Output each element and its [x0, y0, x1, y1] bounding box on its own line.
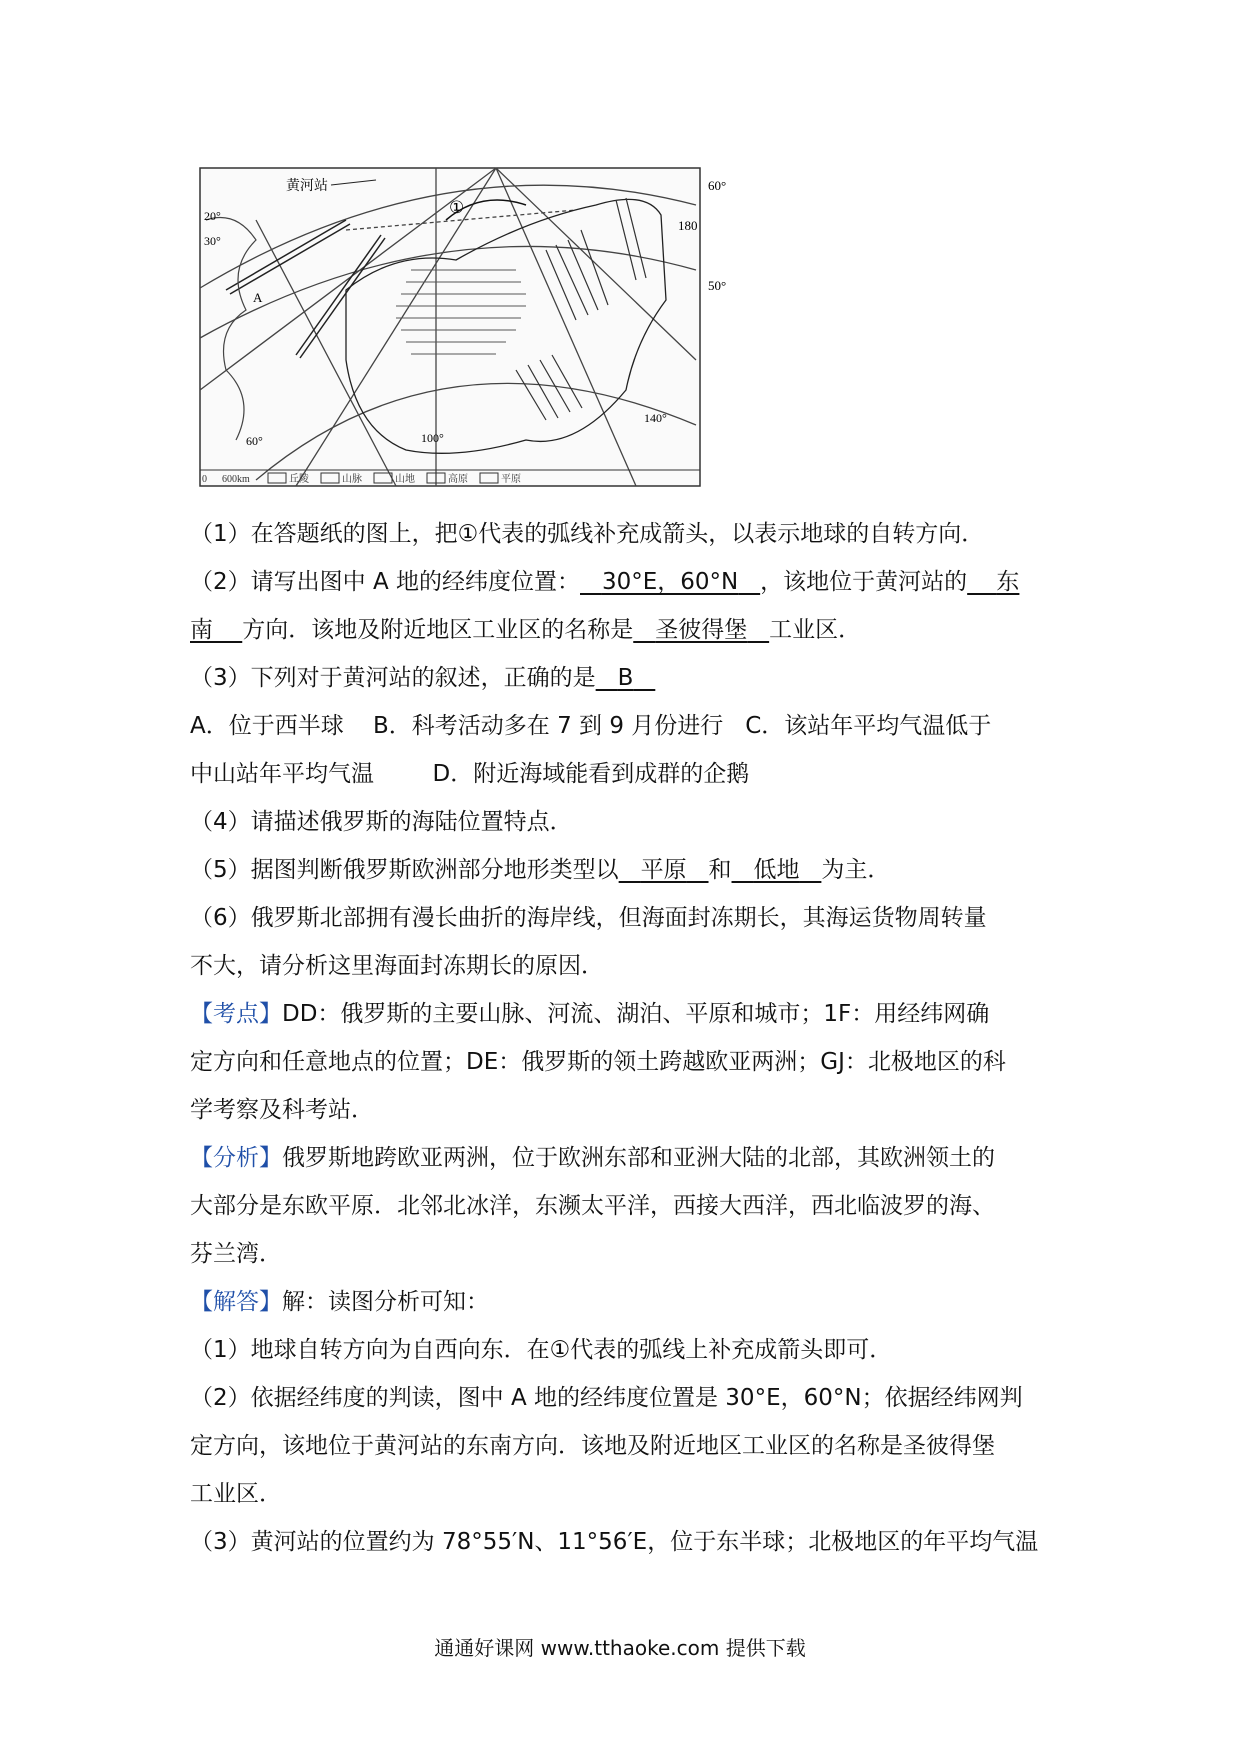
- page-footer: 通通好课网 www.tthaoke.com 提供下载: [434, 1636, 806, 1660]
- station-label: 黄河站: [286, 179, 328, 194]
- lon-label-180: 180: [678, 218, 698, 233]
- q2-mid: ，该地位于黄河站的: [760, 569, 968, 595]
- fenxi-line-1: [190, 1134, 1060, 1182]
- question-body: [190, 510, 1060, 1566]
- question-4: （4）请描述俄罗斯的海陆位置特点．: [190, 809, 573, 835]
- jieda-line-1: [190, 1278, 1060, 1326]
- fenxi-line-3: 芬兰湾．: [190, 1241, 282, 1267]
- q2-answer-industry: [633, 617, 769, 643]
- kaodian-text-1: DD：俄罗斯的主要山脉、河流、湖泊、平原和城市；1F：用经纬网确: [282, 1001, 990, 1027]
- question-3: [190, 654, 1060, 702]
- q2-answer-dir-b: [190, 617, 242, 643]
- question-2-line-1: [190, 558, 1060, 606]
- q3-option-b: B．科考活动多在 7 到 9 月份进行: [372, 713, 724, 739]
- jieda-answer-1: （1）地球自转方向为自西向东．在①代表的弧线上补充成箭头即可．: [190, 1337, 893, 1363]
- q3-option-d: D．附近海域能看到成群的企鹅: [432, 761, 750, 787]
- q2-mid2: 方向．该地及附近地区工业区的名称是: [242, 617, 634, 643]
- q3-option-a: A．位于西半球: [190, 713, 344, 739]
- q2-prefix: （2）请写出图中 A 地的经纬度位置：: [190, 569, 580, 595]
- q3-option-c: C．该站年平均气温低于: [745, 713, 992, 739]
- lat-label-30: 30°: [204, 234, 221, 248]
- q5-answer-2: [732, 857, 822, 883]
- point-a-label: A: [253, 290, 263, 305]
- kaodian-line-3: 学考察及科考站．: [190, 1097, 374, 1123]
- russia-map-figure: [196, 160, 751, 498]
- lat-label-60: 60°: [708, 178, 727, 193]
- q5-suffix: 为主．: [821, 857, 891, 883]
- q5-answer-1-text: 平原: [640, 857, 687, 883]
- lon-label-100: 100°: [421, 431, 444, 445]
- fenxi-tag: 【分析】: [190, 1145, 282, 1171]
- q2-answer-dir-a-text: 东: [996, 569, 1020, 595]
- lat-label-60-lower: 60°: [246, 434, 263, 448]
- q5-mid: 和: [708, 857, 732, 883]
- q2-suffix: 工业区．: [769, 617, 862, 643]
- legend-plain: 平原: [501, 474, 521, 485]
- jieda-answer-2-line-2: 定方向，该地位于黄河站的东南方向．该地及附近地区工业区的名称是圣彼得堡: [190, 1433, 995, 1459]
- lat-label-50: 50°: [708, 278, 727, 293]
- legend-plateau: 高原: [448, 474, 468, 485]
- jieda-text-1: 解：读图分析可知：: [282, 1289, 489, 1315]
- lat-label-20: 20°: [204, 209, 221, 223]
- q2-answer-coords-text: 30°E，60°N: [601, 569, 739, 595]
- legend-hill: 丘陵: [289, 474, 309, 485]
- kaodian-line-2: 定方向和任意地点的位置；DE：俄罗斯的领土跨越欧亚两洲；GJ：北极地区的科: [190, 1049, 1006, 1075]
- legend-mountain: 山地: [395, 474, 415, 485]
- fenxi-line-2: 大部分是东欧平原．北邻北冰洋，东濒太平洋，西接大西洋，西北临波罗的海、: [190, 1193, 995, 1219]
- question-1: （1）在答题纸的图上，把①代表的弧线补充成箭头，以表示地球的自转方向．: [190, 521, 985, 547]
- q3-options-line-1: [190, 702, 1060, 750]
- lon-label-140: 140°: [644, 411, 667, 425]
- jieda-answer-3: （3）黄河站的位置约为 78°55′N、11°56′E，位于东半球；北极地区的年平均气温: [190, 1529, 1039, 1555]
- q5-answer-1: [619, 857, 709, 883]
- jieda-answer-2-line-1: （2）依据经纬度的判读，图中 A 地的经纬度位置是 30°E，60°N；依据经纬网判: [190, 1385, 1023, 1411]
- fenxi-text-1: 俄罗斯地跨欧亚两洲，位于欧洲东部和亚洲大陆的北部，其欧洲领土的: [282, 1145, 995, 1171]
- q2-answer-industry-text: 圣彼得堡: [655, 617, 748, 643]
- legend-scale: 600km: [222, 474, 250, 485]
- q3-options-line-2: [190, 750, 1060, 798]
- marker-label: ①: [449, 198, 465, 217]
- q2-answer-dir-b-text: 南: [190, 617, 213, 643]
- question-5: [190, 846, 1060, 894]
- q3-answer-text: B: [617, 665, 634, 691]
- q5-prefix: （5）据图判断俄罗斯欧洲部分地形类型以: [190, 857, 619, 883]
- legend-zero: 0: [202, 474, 207, 485]
- question-6-line-1: （6）俄罗斯北部拥有漫长曲折的海岸线，但海面封冻期长，其海运货物周转量: [190, 905, 987, 931]
- q2-answer-coords: [580, 569, 760, 595]
- jieda-answer-2-line-3: 工业区．: [190, 1481, 282, 1507]
- kaodian-tag: 【考点】: [190, 1001, 282, 1027]
- q3-answer: [596, 665, 656, 691]
- q3-prefix: （3）下列对于黄河站的叙述，正确的是: [190, 665, 596, 691]
- jieda-tag: 【解答】: [190, 1289, 282, 1315]
- question-6-line-2: 不大，请分析这里海面封冻期长的原因．: [190, 953, 604, 979]
- kaodian-line-1: [190, 990, 1060, 1038]
- q3-option-c-cont: 中山站年平均气温: [190, 761, 374, 787]
- q2-answer-dir-a: [967, 569, 1019, 595]
- legend-range: 山脉: [342, 474, 362, 485]
- q5-answer-2-text: 低地: [753, 857, 800, 883]
- question-2-line-2: [190, 606, 1060, 654]
